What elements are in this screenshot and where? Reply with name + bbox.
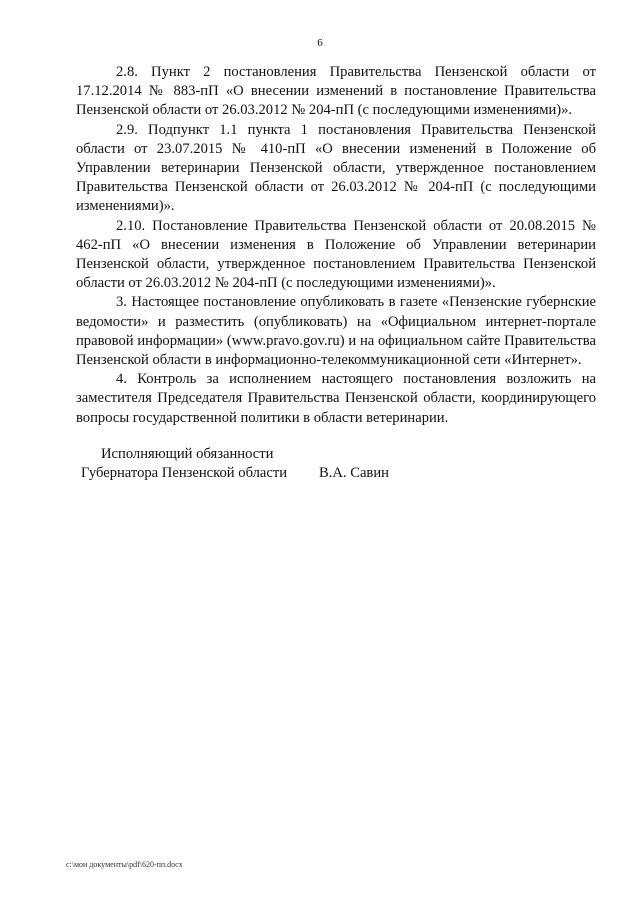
signatory-name: В.А. Савин (319, 465, 389, 481)
paragraph-3: 3. Настоящее постановление опубликовать в газете «Пензенские губернские ведомости» и разместить (опубликовать) на «Официальном интернет-портале правовой информации» (www.pravo.gov.ru) и на официальном сайте Правительства Пензенской области в информационно-телекоммуникационной сети «Интернет». (76, 294, 596, 369)
paragraph-4: 4. Контроль за исполнением настоящего постановления возложить на заместителя Председателя Правительства Пензенской области, координирующего вопросы государственной политики в области ветеринарии. (76, 371, 596, 426)
footer-file-path: c:\мои документы\pdf\620-пп.docx (66, 860, 183, 869)
signatory-title-line2: Губернатора Пензенской области (81, 465, 288, 481)
paragraph-2-9: 2.9. Подпункт 1.1 пункта 1 постановления Правительства Пензенской области от 23.07.2015 № 410-пП «О внесении изменений в Положение об Управлении ветеринарии Пензенской области, утвержденное постановлением Правительства Пензенской области от 26.03.2012 № 204-пП (с последующими изменениями)». (76, 121, 596, 215)
paragraph-2-10: 2.10. Постановление Правительства Пензенской области от 20.08.2015 № 462-пП «О внесении изменения в Положение об Управлении ветеринарии Пензенской области, утвержденное постановлением Правительства Пензенской области от 26.03.2012 № 204-пП (с последующими изменениями)». (76, 217, 596, 292)
document-body (76, 63, 596, 428)
signatory-title-line1: Исполняющий обязанности (101, 446, 274, 462)
page-number: 6 (317, 37, 323, 49)
paragraph-2-8: 2.8. Пункт 2 постановления Правительства Пензенской области от 17.12.2014 № 883-пП «О внесении изменений в постановление Правительства Пензенской области от 26.03.2012 № 204-пП (с последующими изменениями)». (76, 64, 596, 119)
